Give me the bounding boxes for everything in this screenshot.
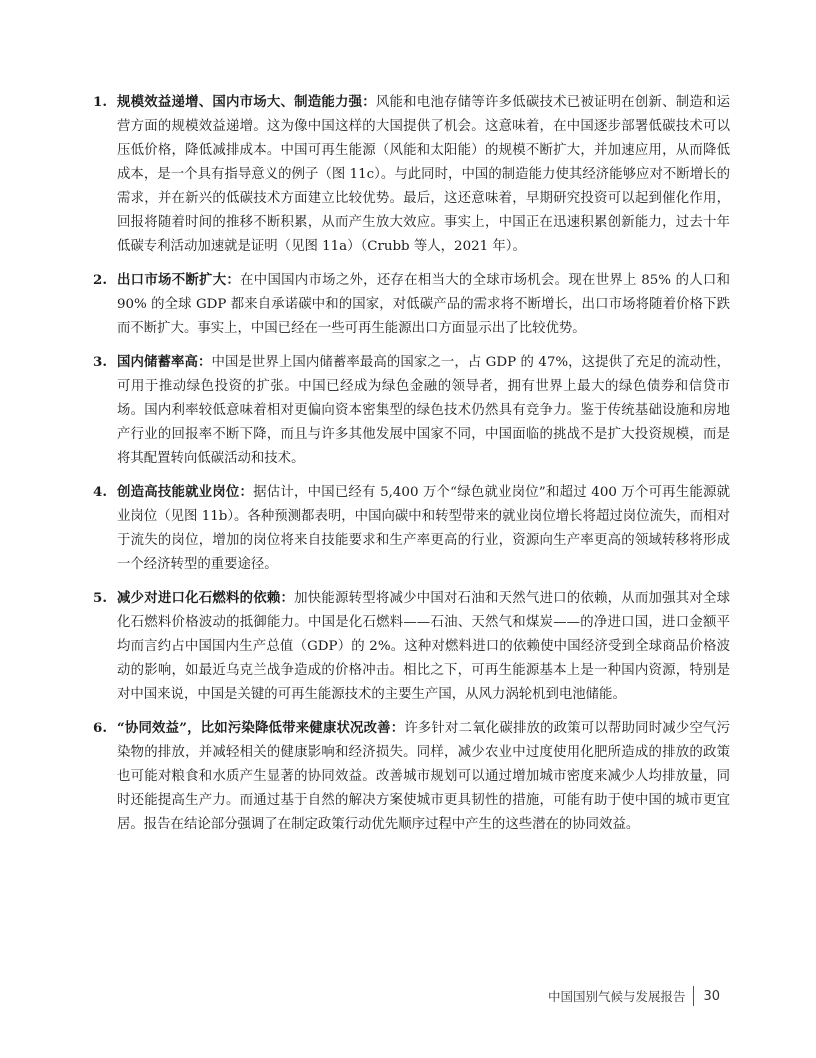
item-number: 3. — [93, 354, 107, 370]
item-body: 在中国国内市场之外，还存在相当大的全球市场机会。现在世界上 85% 的人口和 90% 的全球 GDP 都来自承诺碳中和的国家，对低碳产品的需求将不断增长，出口市场将随着价格下跌而不断扩大。事实上，中国已经在一些可再生能源出口方面显示出了比较优势。 — [117, 273, 730, 336]
page-number: 30 — [703, 988, 720, 1004]
benefit-list — [90, 90, 730, 846]
item-number: 1. — [93, 94, 107, 110]
footer-report-title: 中国国别气候与发展报告 — [547, 989, 686, 1004]
item-body: 风能和电池存储等许多低碳技术已被证明在创新、制造和运营方面的规模效益递增。这为像中国这样的大国提供了机会。这意味着，在中国逐步部署低碳技术可以压低价格，降低减排成本。中国可再生能源（风能和太阳能）的规模不断扩大，并加速应用，从而降低成本，是一个具有指导意义的例子（图 11c）。与此同时，中国的制造能力使其经济能够应对不断增长的需求，并在新兴的低碳技术方面建立比较优势。最后，这还意味着，早期研究投资可以起到催化作用，回报将随着时间的推移不断积累，从而产生放大效应。事实上，中国正在迅速积累创新能力，过去十年低碳专利活动加速就是证明（见图 11a）（Crubb 等人，2021 年）。 — [117, 95, 730, 254]
item-number: 5. — [93, 590, 107, 606]
list-item-3 — [90, 350, 730, 471]
item-lead: 创造高技能就业岗位： — [117, 484, 254, 500]
item-number: 2. — [93, 272, 107, 288]
item-body: 加快能源转型将减少中国对石油和天然气进口的依赖，从而加强其对全球化石燃料价格波动的抵御能力。中国是化石燃料——石油、天然气和煤炭——的净进口国，进口金额平均而言约占中国国内生产总值（GDP）的 2%。这种对燃料进口的依赖使中国经济受到全球商品价格波动的影响，如最近乌克兰战争造成的价格冲击。相比之下，可再生能源基本上是一种国内资源，特别是对中国来说，中国是关键的可再生能源技术的主要生产国，从风力涡轮机到电池储能。 — [117, 591, 730, 702]
item-lead: 出口市场不断扩大： — [117, 272, 241, 288]
item-lead: 减少对进口化石燃料的依赖： — [117, 590, 295, 606]
item-body: 许多针对二氧化碳排放的政策可以帮助同时减少空气污染物的排放，并减轻相关的健康影响和经济损失。同样，减少农业中过度使用化肥所造成的排放的政策也可能对粮食和水质产生显著的协同效益。改善城市规划可以通过增加城市密度来减少人均排放量，同时还能提高生产力。而通过基于自然的解决方案使城市更具韧性的措施，可能有助于使中国的城市更宜居。报告在结论部分强调了在制定政策行动优先顺序过程中产生的这些潜在的协同效益。 — [117, 721, 730, 832]
item-lead: “协同效益”，比如污染降低带来健康状况改善： — [117, 720, 405, 736]
list-item-1 — [90, 90, 730, 259]
page-footer — [548, 985, 720, 1007]
item-lead: 国内储蓄率高： — [117, 354, 212, 370]
item-body: 中国是世界上国内储蓄率最高的国家之一，占 GDP 的 47%，这提供了充足的流动性，可用于推动绿色投资的扩张。中国已经成为绿色金融的领导者，拥有世界上最大的绿色债券和信贷市场。国内利率较低意味着相对更偏向资本密集型的绿色技术仍然具有竞争力。鉴于传统基础设施和房地产行业的回报率不断下降，而且与许多其他发展中国家不同，中国面临的挑战不是扩大投资规模，而是将其配置转向低碳活动和技术。 — [117, 355, 730, 466]
list-item-2 — [90, 268, 730, 341]
list-item-4 — [90, 480, 730, 577]
item-lead: 规模效益递增、国内市场大、制造能力强： — [117, 94, 376, 110]
item-number: 6. — [93, 720, 107, 736]
list-item-5 — [90, 586, 730, 707]
item-number: 4. — [93, 484, 107, 500]
item-body: 据估计，中国已经有 5,400 万个“绿色就业岗位”和超过 400 万个可再生能源就业岗位（见图 11b）。各种预测都表明，中国向碳中和转型带来的就业岗位增长将超过岗位流失，而相对于流失的岗位，增加的岗位将来自技能要求和生产率更高的行业，资源向生产率更高的领域转移将形成一个经济转型的重要途径。 — [117, 485, 731, 572]
footer-divider — [693, 986, 694, 1006]
list-item-6 — [90, 716, 730, 837]
